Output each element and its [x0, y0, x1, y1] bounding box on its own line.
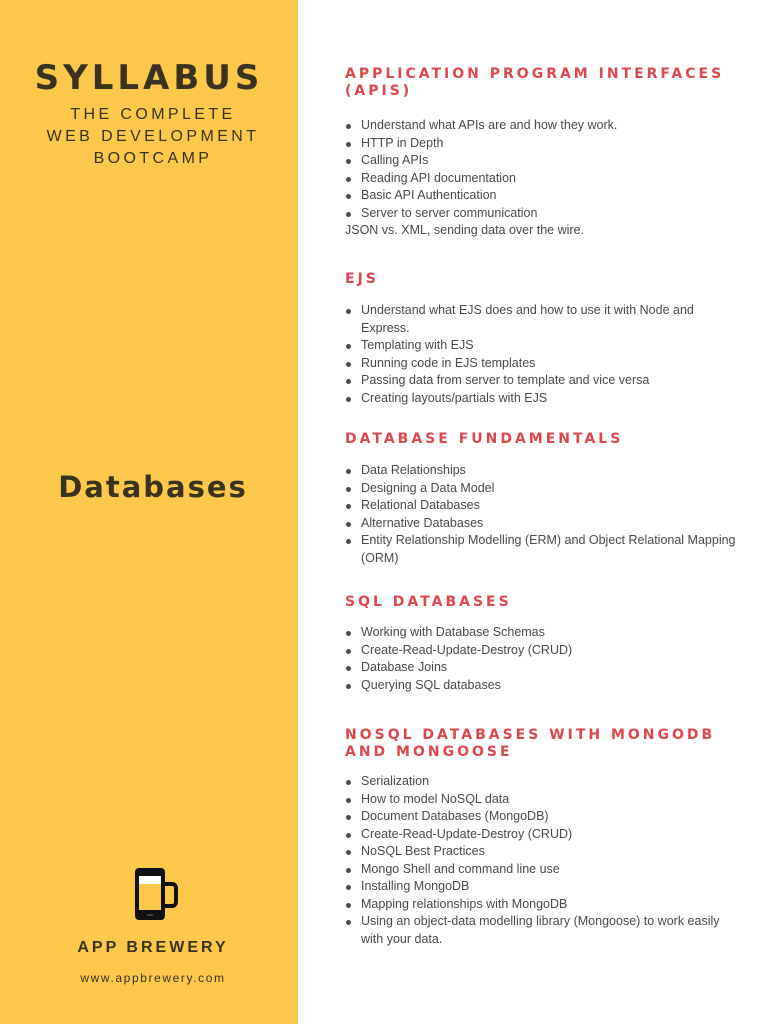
phone-beer-icon: [132, 866, 180, 922]
list-item: Alternative Databases: [345, 515, 745, 533]
topic-list: [345, 624, 745, 694]
topic-list: [345, 773, 745, 948]
topic-list: [345, 462, 745, 567]
brand-name: APP BREWERY: [77, 939, 229, 956]
list-item: Templating with EJS: [345, 337, 745, 355]
list-item: NoSQL Best Practices: [345, 843, 745, 861]
section-heading: DATABASE FUNDAMENTALS: [345, 431, 624, 447]
list-item: Reading API documentation: [345, 170, 745, 188]
list-item: Relational Databases: [345, 497, 745, 515]
sidebar: [0, 0, 298, 1024]
list-item: Basic API Authentication: [345, 187, 745, 205]
section-ejs: [345, 271, 745, 407]
section-note: JSON vs. XML, sending data over the wire.: [345, 223, 584, 237]
section-database-fundamentals: [345, 431, 745, 567]
list-item: HTTP in Depth: [345, 135, 745, 153]
list-item: Data Relationships: [345, 462, 745, 480]
topic-list: [345, 302, 745, 407]
section-heading: NOSQL DATABASES WITH MONGODB AND MONGOOSE: [345, 727, 716, 760]
list-item: Calling APIs: [345, 152, 745, 170]
section-heading: EJS: [345, 271, 379, 287]
section-sql-databases: [345, 594, 745, 694]
list-item: Installing MongoDB: [345, 878, 745, 896]
topic-list: [345, 117, 745, 222]
list-item: Server to server communication: [345, 205, 745, 223]
list-item: Serialization: [345, 773, 745, 791]
list-item: Document Databases (MongoDB): [345, 808, 745, 826]
list-item: Mongo Shell and command line use: [345, 861, 745, 879]
section-apis: [345, 66, 745, 240]
section-heading: APPLICATION PROGRAM INTERFACES (APIS): [345, 66, 725, 99]
section-heading: SQL DATABASES: [345, 594, 512, 610]
list-item: Create-Read-Update-Destroy (CRUD): [345, 642, 745, 660]
list-item: Running code in EJS templates: [345, 355, 745, 373]
topic-title: Databases: [58, 470, 248, 504]
list-item: Entity Relationship Modelling (ERM) and Object Relational Mapping (ORM): [345, 532, 745, 567]
list-item: Mapping relationships with MongoDB: [345, 896, 745, 914]
list-item: Understand what EJS does and how to use it with Node and Express.: [345, 302, 745, 337]
list-item: How to model NoSQL data: [345, 791, 745, 809]
syllabus-title: SYLLABUS: [34, 58, 264, 98]
list-item: Designing a Data Model: [345, 480, 745, 498]
list-item: Working with Database Schemas: [345, 624, 745, 642]
list-item: Understand what APIs are and how they work.: [345, 117, 745, 135]
list-item: Create-Read-Update-Destroy (CRUD): [345, 826, 745, 844]
list-item: Using an object-data modelling library (Mongoose) to work easily with your data.: [345, 913, 745, 948]
brand-url: www.appbrewery.com: [80, 971, 226, 985]
section-nosql-databases: [345, 727, 745, 948]
course-subtitle: THE COMPLETE WEB DEVELOPMENT BOOTCAMP: [46, 106, 260, 167]
list-item: Database Joins: [345, 659, 745, 677]
list-item: Passing data from server to template and vice versa: [345, 372, 745, 390]
list-item: Querying SQL databases: [345, 677, 745, 695]
list-item: Creating layouts/partials with EJS: [345, 390, 745, 408]
